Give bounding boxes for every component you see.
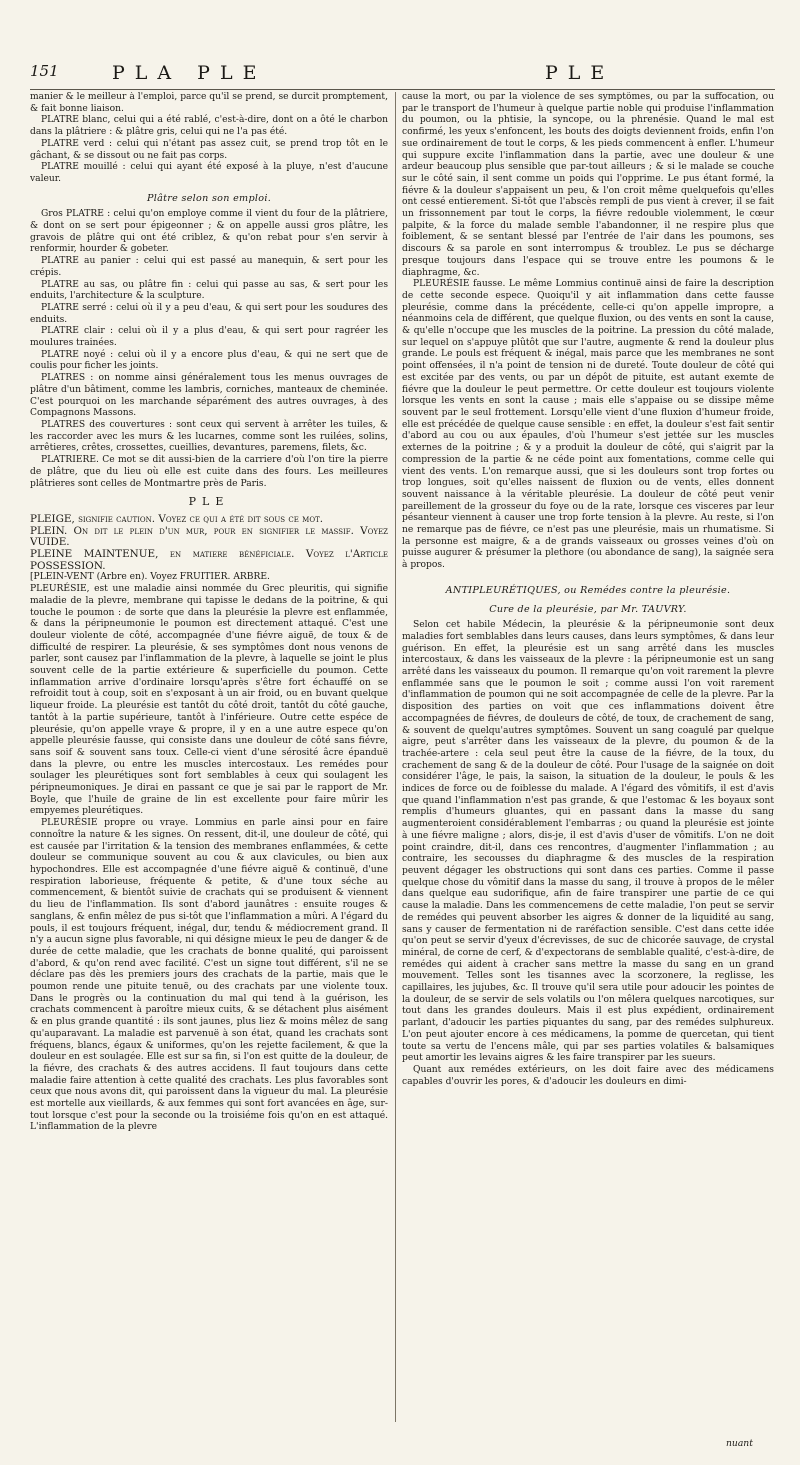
- running-head: [0, 62, 800, 84]
- entry-pleuresie-fausse: PLEURÉSIE fausse. Le même Lommius continuë ainsi de faire la description de cette seconde espece. Quoiqu'il y ait inflammation dans cette fausse pleurésie, comme dans la précédente, celle-ci qu'on appelle impropre, a néanmoins cela de différent, que quelque fluxion, ou des vents en sont la cause, & qu'elle n'occupe que les muscles de la poitrine. La pression du côté malade, sur lequel on s'appuye plûtôt que sur l'autre, augmente & rend la douleur plus grande. Le pouls est fréquent & inégal, mais parce que les membranes ne sont point offensées, il n'a point de tension ni de dureté. Toute douleur de côté qui est excitée par des vents, ou par un dépôt de pituite, est autant exemte de fiévre que la douleur le peut permettre. Or cette douleur est toujours violente lorsque les vents en sont la cause ; mais elle s'appaise ou se dissipe même souvent par le seul frottement. Lorsqu'elle vient d'une fluxion d'humeur froide, elle est précédée de quelque cause sensible : en effet, la douleur s'est fait sentir d'abord au cou ou aux épaules, d'où l'humeur s'est jettée sur les muscles externes de la poitrine ; & y a produit la douleur de côté, qui s'aigrit par la compression de la partie & ne céde point aux fomentations, comme celle qui vient des vents. L'on remarque aussi, que si les douleurs sont trop fortes ou trop longues, soit qu'elles naissent de fluxion ou de vents, elles donnent souvent naissance à la véritable pleurésie. La douleur de côté peut venir pareillement de la grosseur du foye ou de la rate, lorsque ces visceres par leur pésanteur viennent à causer une trop forte tension à la plevre. Au reste, si l'on ne remarque pas de fiévre, ce n'est pas une pleurésie, mais un rhumatisme. Si la personne est maigre, & a de grands vaisseaux ou grosses veines d'où on puisse augurer & présumer la plethore (ou abondance de sang), la saignée sera à propos.: [402, 279, 774, 571]
- paragraph-tauvry: Selon cet habile Médecin, la pleurésie & la péripneumonie sont deux maladies fort semblables dans leurs causes, dans leurs symptômes, & dans leur guérison. En effet, la pleurésie est un sang arrêté dans les muscles intercostaux, & dans les vaisseaux de la plevre : la péripneumonie est un sang arrêté dans les vaisseaux du poumon. Il remarque qu'on voit rarement la plevre enflammée sans que le poumon le soit ; comme aussi l'on voit rarement d'inflammation de poumon qui ne soit accompagnée de celle de la plevre. Par la disposition des parties on voit que ces inflammations doivent être accompagnées de fiévres, de douleurs de côté, de toux, de crachement de sang, & souvent de quelqu'autres symptômes. Souvent un sang coagulé par quelque aigre, peut s'arrêter dans les vaisseaux de la plevre, du poumon & de la trachée-artere : cela seul peut être la cause de la fiévre, de la toux, du crachement de sang & de la douleur de côté. Pour l'usage de la saignée on doit considérer l'âge, le pais, la saison, la situation de la douleur, le pouls & les indices de force ou de foiblesse du malade. A l'égard des vômitifs, il est d'avis que quand l'inflammation n'est pas grande, & que l'estomac & les boyaux sont remplis d'humeurs gluantes, qui en passant dans la masse du sang augmenteroient considérablement l'embarras ; ou quand la pleurésie est jointe à une fiévre maligne ; alors, dis-je, il est d'avis d'user de vômitifs. L'on ne doit point craindre, dit-il, dans ces rencontres, d'augmenter l'inflammation ; au contraire, les secousses du diaphragme & des muscles de la respiration peuvent dégager les obstructions qui sont dans ces parties. Comme il passe quelque chose du vômitif dans la masse du sang, il trouve à propos de le mêler dans quelque eau sudorifique, afin de faire transpirer une partie de ce qui cause la maladie. Dans les commencemens de cette maladie, l'on peut se servir de remédes qui peuvent absorber les aigres & donner de la liquidité au sang, sans y causer de fermentation ni de raréfaction sensible. C'est dans cette idée qu'on peut se servir d'yeux d'écrevisses, de suc de chicorée sauvage, de crystal minéral, de corne de cerf, & d'expectorans de semblable qualité, c'est-à-dire, de remédes qui aident à cracher sans mettre la masse du sang en un grand mouvement. Telles sont les tisannes avec la scorzonere, la reglisse, les capillaires, les jujubes, &c. Il trouve qu'il sera utile pour adoucir les pointes de la douleur, de se servir de sels volatils ou l'on mêlera quelques narcotiques, sur tout dans les grandes douleurs. Mais il est plus expédient, ordinairement parlant, d'adoucir les parties piquantes du sang, par des remédes sulphureux. L'on peut ajouter encore à ces médicamens, la pomme de quercetan, qui tient toute sa vertu de l'encens mâle, qui par ses parties volatiles & balsamiques peut amortir les levains aigres & les faire transpirer par les sueurs.: [402, 620, 774, 1064]
- entry-pleuresie-propre: PLEURÉSIE propre ou vraye. Lommius en parle ainsi pour en faire connoître la nature & les signes. On ressent, dit-il, une douleur de côté, qui est causée par l'irritation & la tension des membranes enflammées, & cette douleur se communique souvent au cou & aux clavicules, ou bien aux hypochondres. Elle est accompagnée d'une fiévre aiguë & continuë, d'une respiration laborieuse, fréquente & petite, & d'une toux séche au commencement, & bientôt suivie de crachats qui se produisent & viennent du lieu de l'inflammation. Ils sont d'abord jaunâtres : ensuite rouges & sanglans, & enfin mêlez de pus si-tôt que l'inflammation a mûri. A l'égard du pouls, il est toujours fréquent, inégal, dur, tendu & médiocrement grand. Il n'y a aucun signe plus favorable, ni qui désigne mieux le peu de danger & de durée de cette maladie, que les crachats de bonne qualité, qui paroissent d'abord, & qu'on rend avec facilité. C'est un signe tout différent, s'il ne se déclare pas dès les premiers jours des crachats de la partie, mais que le poumon rende une pituite tenuë, ou des crachats par une violente toux. Dans le progrès ou la continuation du mal qui tend à la guérison, les crachats commencent à paroître mieux cuits, & se détachent plus aisément & en plus grande quantité : ils sont jaunes, plus liez & moins mêlez de sang qu'auparavant. La maladie est parvenuë à son état, quand les crachats sont fréquens, blancs, égaux & uniformes, qu'on les rejette facilement, & que la douleur en est soulagée. Elle est sur sa fin, si l'on est quitte de la douleur, de la fiévre, des crachats & des autres accidens. Il faut toujours dans cette maladie faire attention à cette qualité des crachats. Les plus favorables sont ceux que nous avons dit, qui paroissent dans la vigueur du mal. La pleurésie est mortelle aux vieillards, & aux femmes qui sont fort avancées en âge, sur-tout lorsque c'est pour la seconde ou la troisiéme fois qu'on en est attaqué. L'inflammation de la plevre: [30, 818, 388, 1133]
- entry-platre-sas: PLATRE au sas, ou plâtre fin : celui qui passe au sas, & sert pour les enduits, l'architecture & la sculpture.: [30, 279, 388, 302]
- paragraph: cause la mort, ou par la violence de ses symptômes, ou par la suffocation, ou par le transport de l'humeur à quelque partie noble qui produise l'inflammation du poumon, ou la phtisie, la syncope, ou la phrenésie. Quand le mal est confirmé, les yeux s'enfoncent, les bouts des doigts deviennent froids, enfin l'on sue ordinairement de tout le corps, & les pieds commencent à enfler. L'humeur qui suppure excite l'inflammation dans la partie, avec une douleur & une ardeur beaucoup plus sensible que par-tout ailleurs ; & si le malade se couche sur le côté sain, il sent comme un poids qui l'opprime. Le pus étant formé, la fiévre & la douleur s'appaisent un peu, & l'on croit même quelquefois qu'elles ont cessé entierement. Si-tôt que l'abscès rempli de pus vient à crever, il se fait un frissonnement par tout le corps, la fiévre redouble violemment, le cœur palpite, & la force du malade semble l'abandonner, il ne respire plus que foiblement, & se sentant blessé par l'entrée de l'air dans les poumons, ses discours & sa parole en sont interrompus & troublez. Le pus se décharge presque toujours dans l'espace qui se trouve entre les poumons & le diaphragme, &c.: [402, 92, 774, 278]
- entry-platre-panier: PLATRE au panier : celui qui est passé au manequin, & sert pour les crépis.: [30, 256, 388, 278]
- spacer: [402, 572, 774, 578]
- column-divider: [395, 92, 396, 1422]
- entry-plein-vent: [PLEIN-VENT (Arbre en). Voyez FRUITIER. ARBRE.: [30, 572, 270, 583]
- entry-gros-platre: Gros PLATRE : celui qu'on employe comme il vient du four de la plâtriere, & dont on se sert pour épigeonner ; & on appelle aussi gros plâtre, les gravois de plâtre qui ont été criblez, & qu'on rebat pour s'en servir à renformir, hourder & gobeter.: [30, 209, 388, 255]
- header-rule: [30, 89, 775, 90]
- right-column: [402, 92, 774, 1432]
- subheading-platre-emploi: Plâtre selon son emploi.: [146, 192, 272, 204]
- entry-platre-serre: PLATRE serré : celui où il y a peu d'eau, & qui sert pour les soudures des enduits.: [30, 302, 388, 325]
- paragraph-remedes-exterieurs: Quant aux remédes extérieurs, on les doit faire avec des médicamens capables d'ouvrir les pores, & d'adoucir les douleurs en dimi-: [402, 1064, 774, 1087]
- entry-platre-noye: PLATRE noyé : celui où il y a encore plus d'eau, & qui ne sert que de coulis pour ficher les joints.: [30, 349, 388, 372]
- left-column: [30, 92, 388, 1432]
- entry-platre-blanc: PLATRE blanc, celui qui a été rablé, c'est-à-dire, dont on a ôté le charbon dans la plâtriere : & plâtre gris, celui qui ne l'a pas été.: [30, 115, 388, 138]
- left-running-head: PLA PLE: [112, 62, 267, 84]
- entry-pleine-maintenue: PLEINE MAINTENUE, en matiere bénéficiale. Voyez l'Article POSSESSION.: [30, 548, 388, 572]
- entry-platres-couvertures: PLATRES des couvertures : sont ceux qui servent à arrêter les tuiles, & les raccorder avec les murs & les lucarnes, comme sont les ruilées, solins, arrêtieres, crêtes, crossettes, cueillies, devantures, paremens, filets, &c.: [30, 419, 388, 454]
- entry-platre-verd: PLATRE verd : celui qui n'étant pas assez cuit, se prend trop tôt en le gâchant, & se dissout ou ne fait pas corps.: [30, 138, 388, 161]
- right-running-head: PLE: [545, 62, 615, 84]
- entry-pleuresie: PLEURÉSIE, est une maladie ainsi nommée du Grec pleuritis, qui signifie maladie de la plevre, membrane qui tapisse le dedans de la poitrine, & qui touche le poumon : de sorte que dans la pleurésie la plevre est enflammée, & dans la péripneumonie le poumon est directement attaqué. C'est une douleur violente de côté, accompagnée d'une fiévre aiguë, de toux & de difficulté de respirer. La pleurésie, & ses symptômes dont nous venons de parler, sont causez par l'inflammation de la plevre, à laquelle se joint le plus souvent celle de la partie extérieure & superficielle du poumon. Cette inflammation arrive d'ordinaire lorsqu'après s'être fort échauffé on se refroidit tout à coup, soit en s'exposant à un air froid, ou en buvant quelque liqueur froide. La pleurésie est tantôt du côté droit, tantôt du côté gauche, tantôt à la partie supérieure, tantôt à l'inférieure. Outre cette espéce de pleurésie, qu'on appelle vraye & propre, il y en a une autre espece qu'on appelle pleurésie fausse, qui consiste dans une douleur de côté sans fiévre, sans soif & souvent sans toux. Celle-ci vient d'une sérosité âcre épanduë dans la plevre, ou entre les muscles intercostaux. Les remédes pour soulager les pleurétiques sont fort semblables à ceux qui soulagent les péripneumoniques. Je dirai en passant ce que je sai par le rapport de Mr. Boyle, que l'huile de graine de lin est excellente pour faire mûrir les empyemes pleurétiques.: [30, 584, 388, 817]
- paragraph: manier & le meilleur à l'emploi, parce qu'il se prend, se durcit promptement, & fait bonne liaison.: [30, 92, 388, 114]
- subheading-antipleuretiques: ANTIPLEURÉTIQUES, ou Remédes contre la pleurésie.: [445, 584, 731, 596]
- entry-platre-clair: PLATRE clair : celui où il y a plus d'eau, & qui sert pour ragréer les moulures trainées.: [30, 326, 388, 349]
- entry-platriere: PLATRIERE. Ce mot se dit aussi-bien de la carriere d'où l'on tire la pierre de plâtre, que du lieu où elle est cuite dans des fours. Les meilleures plâtrieres sont celles de Montmartre près de Paris.: [30, 455, 388, 489]
- entry-platres: PLATRES : on nomme ainsi généralement tous les menus ouvrages de plâtre d'un bâtiment, comme les lambris, corniches, manteaux de cheminée. C'est pourquoi on les marchande séparément des autres ouvrages, à des Compagnons Massons.: [30, 373, 388, 419]
- page-number: 151: [30, 62, 59, 80]
- entry-pleige: PLEIGE, signifie caution. Voyez ce qui a été dit sous ce mot.: [30, 512, 324, 525]
- entry-plein: PLEIN. On dit le plein d'un mur, pour en signifier le massif. Voyez VUIDE.: [30, 524, 388, 549]
- catchword: nuant: [726, 1438, 753, 1449]
- entry-platre-mouille: PLATRE mouillé : celui qui ayant été exposé à la pluye, n'est d'aucune valeur.: [30, 162, 388, 184]
- subheading-cure-tauvry: Cure de la pleurésie, par Mr. TAUVRY.: [489, 603, 687, 615]
- section-heading-ple: PLE: [188, 495, 230, 509]
